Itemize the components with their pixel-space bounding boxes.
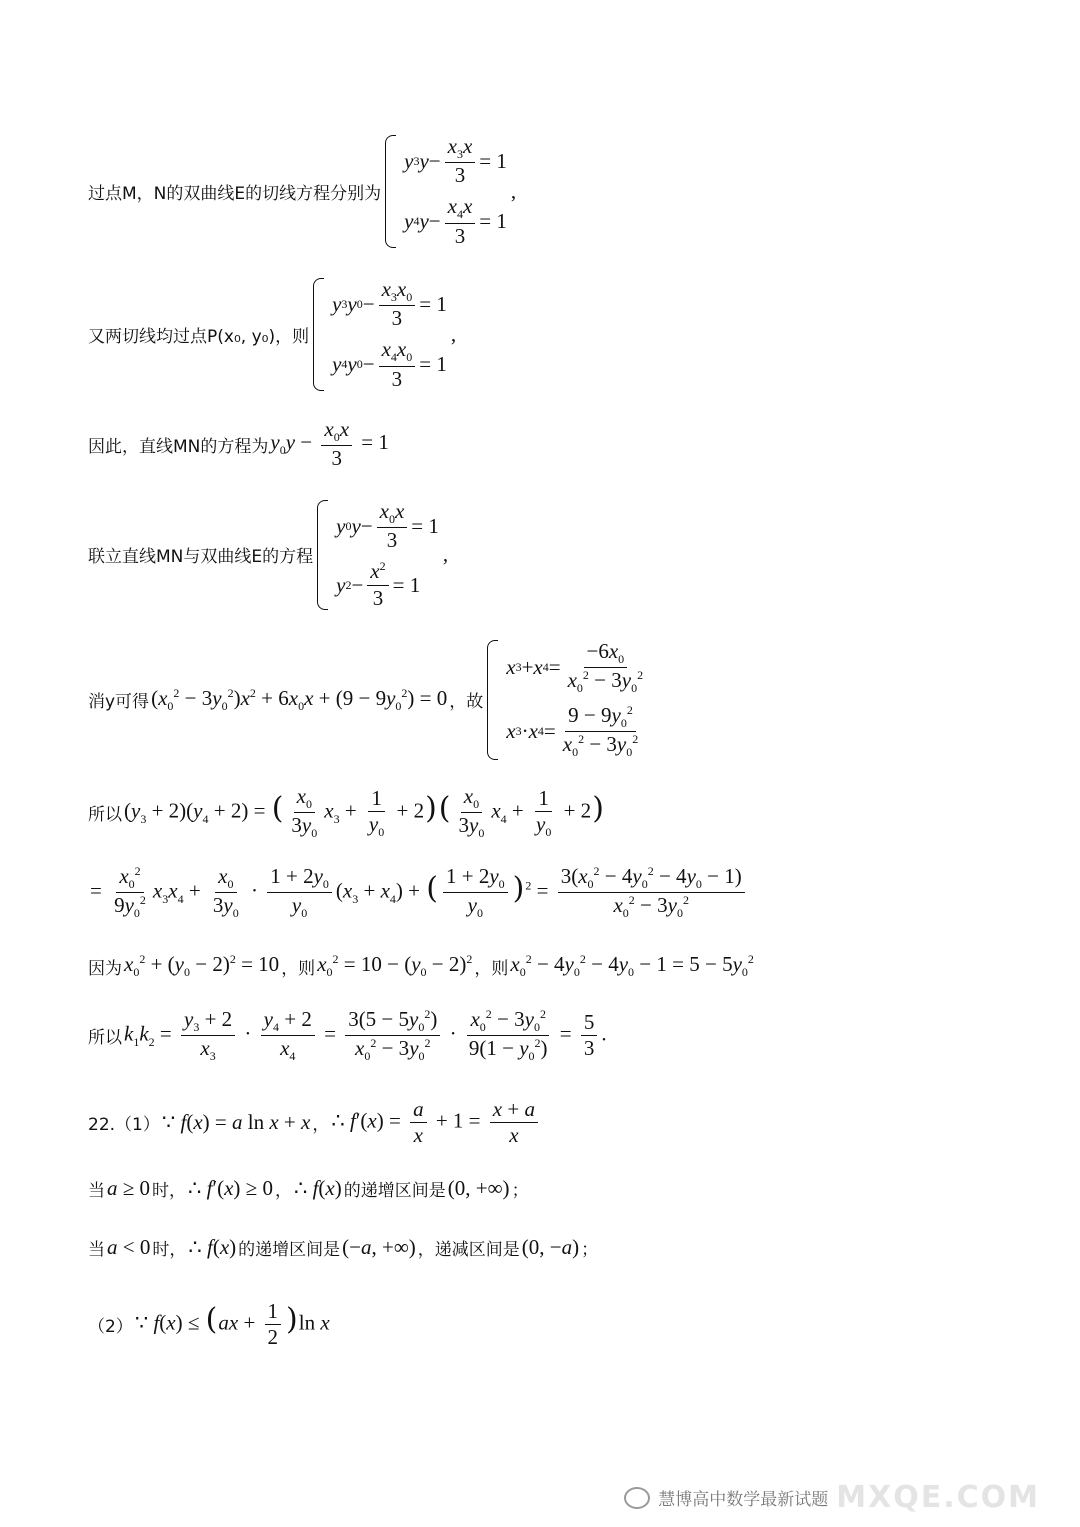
text-l12a: 当 xyxy=(88,1240,105,1260)
eliminate-y-sentence: 消y可得 $(x_0^2 - 3y_0^2)x^2 + 6x_0x + (9 - 9y_0^2) = 0$ ，故 x 3 + x 4 = $\frac{-6x_0}{x_0^2 - 3y_0^2}$ x 3 · x 4 = $\frac{9 - 9y_0^2}{x_0^2 - 3y_0^2}$ xyxy=(88,640,652,760)
vieta-system: x 3 + x 4 = $\frac{-6x_0}{x_0^2 - 3y_0^2}$ x 3 · x 4 = $\frac{9 - 9y_0^2}{x_0^2 - 3y_0^2}$ xyxy=(487,640,652,760)
text-l10b: ， xyxy=(312,1115,330,1136)
wechat-icon xyxy=(624,1487,650,1509)
watermark xyxy=(624,1480,1040,1515)
equation-system-3: y 0 y − $\frac{x_0x}{3}$ = 1 y 2 − $\frac{x^2}{3}$ = 1 xyxy=(317,500,441,610)
product-expansion: 所以 $(y_3 + 2)(y_4 + 2)$ = ( $\frac{x_0}{3y_0}$ $x_3$ + $\frac{1}{y_0}$ + 2)( $\frac{x_0}{3y_0}$ $x_4$ + $\frac{1}{y_0}$ + 2) xyxy=(88,784,604,841)
text-l6: 所以 xyxy=(88,805,122,826)
text-l11c: ， xyxy=(274,1181,292,1201)
text-l12b: 时， xyxy=(152,1240,187,1260)
line-mn-equation: 因此，直线MN的方程为 $y_0y$ − $\frac{x_0x}{3}$ = 1 xyxy=(88,417,389,471)
through-point-p-sentence: 又两切线均过点P(x₀, y₀)，则 y 3 y 0 − $\frac{x_3x_0}{3}$ = 1 y 4 y 0 − $\frac{x_4x_0}{3}$ = 1 , xyxy=(88,277,457,391)
slope-product-result: 所以 $k_1k_2$ = $\frac{y_3 + 2}{x_3}$ · $\frac{y_4 + 2}{x_4}$ = $\frac{3(5 - 5y_0^2)}{x_0^2 - 3y_0^2}$ · $\frac{x_0^2 - 3y_0^2}{9(1 - y_0^2)}$ = $\frac{5}{3}$ . xyxy=(88,1007,607,1064)
problem-22-part-2: （2） ∵ f(x) ≤ (ax + $\frac{1}{2}$ )ln x xyxy=(88,1299,330,1350)
watermark-text: 慧博高中数学最新试题 xyxy=(658,1490,829,1510)
text-l8c: ，则 xyxy=(474,958,509,979)
text-l4: 联立直线MN与双曲线E的方程 xyxy=(88,547,314,568)
text-l10a: 22.（1） xyxy=(88,1115,160,1136)
text-l12d: ，递减区间是 xyxy=(417,1240,520,1260)
text-l8b: ，则 xyxy=(281,958,316,979)
combine-equations-sentence: 联立直线MN与双曲线E的方程 y 0 y − $\frac{x_0x}{3}$ = 1 y 2 − $\frac{x^2}{3}$ = 1 , xyxy=(88,499,449,610)
text-l11a: 当 xyxy=(88,1181,105,1201)
text-l2: 又两切线均过点P(x₀, y₀)，则 xyxy=(88,326,310,347)
text-l12c: 的递增区间是 xyxy=(238,1240,341,1260)
text-l11d: 的递增区间是 xyxy=(343,1181,446,1201)
problem-22-part-1: 22.（1） ∵ f(x) = a ln x + x ， ∴ f′(x) = $\frac{a}{x}$ + 1 = $\frac{x + a}{x}$ xyxy=(88,1098,544,1147)
tangent-lines-sentence: 过点M，N的双曲线E的切线方程分别为 y 3 y − $\frac{x_3x}{3}$ = 1 y 4 y − $\frac{x_4x}{3}$ = 1 , xyxy=(88,134,517,248)
case-a-negative: 当 a < 0 时， ∴ f(x) 的递增区间是 (−a, +∞) ，递减区间是 (0, −a) ； xyxy=(88,1235,599,1260)
text-l1: 过点M，N的双曲线E的切线方程分别为 xyxy=(88,183,382,204)
equation-system-2: y 3 y 0 − $\frac{x_3x_0}{3}$ = 1 y 4 y 0 − $\frac{x_4x_0}{3}$ = 1 xyxy=(313,278,449,391)
text-l8a: 因为 xyxy=(88,958,122,979)
text-l5a: 消y可得 xyxy=(88,692,150,713)
text-l11b: 时， xyxy=(152,1181,187,1201)
text-l5b: ，故 xyxy=(449,692,484,713)
case-a-nonnegative: 当 a ≥ 0 时， ∴ f′(x) ≥ 0 ， ∴ f(x) 的递增区间是 (0, +∞) ； xyxy=(88,1176,529,1201)
expanded-result: = $\frac{x_0^2}{9y_0^2}$ $x_3x_4$ + $\frac{x_0}{3y_0}$ · $\frac{1 + 2y_0}{y_0}$ $(x_3 + x_4)$ + ( $\frac{1 + 2y_0}{y_0}$ )$^2$ = $\frac{3(x_0^2 - 4y_0^2 - 4y_0 - 1)}{x_0^2 - 3y_0^2}$ xyxy=(88,865,751,921)
text-l3: 因此，直线MN的方程为 xyxy=(88,436,269,457)
watermark-site: MXQE.COM xyxy=(836,1480,1040,1515)
text-l13: （2） xyxy=(88,1317,133,1338)
text-l11e: ； xyxy=(511,1181,529,1201)
equation-system-1: y 3 y − $\frac{x_3x}{3}$ = 1 y 4 y − $\frac{x_4x}{3}$ = 1 xyxy=(385,135,509,248)
text-l9: 所以 xyxy=(88,1028,122,1049)
text-l12e: ； xyxy=(581,1240,599,1260)
circle-condition: 因为 $x_0^2 + (y_0 - 2)^2 = 10$ ，则 $x_0^2 = 10 - (y_0 - 2)^2$ ，则 $x_0^2 - 4y_0^2 - 4y_0 - 1 = 5 - 5y_0^2$ xyxy=(88,952,754,980)
